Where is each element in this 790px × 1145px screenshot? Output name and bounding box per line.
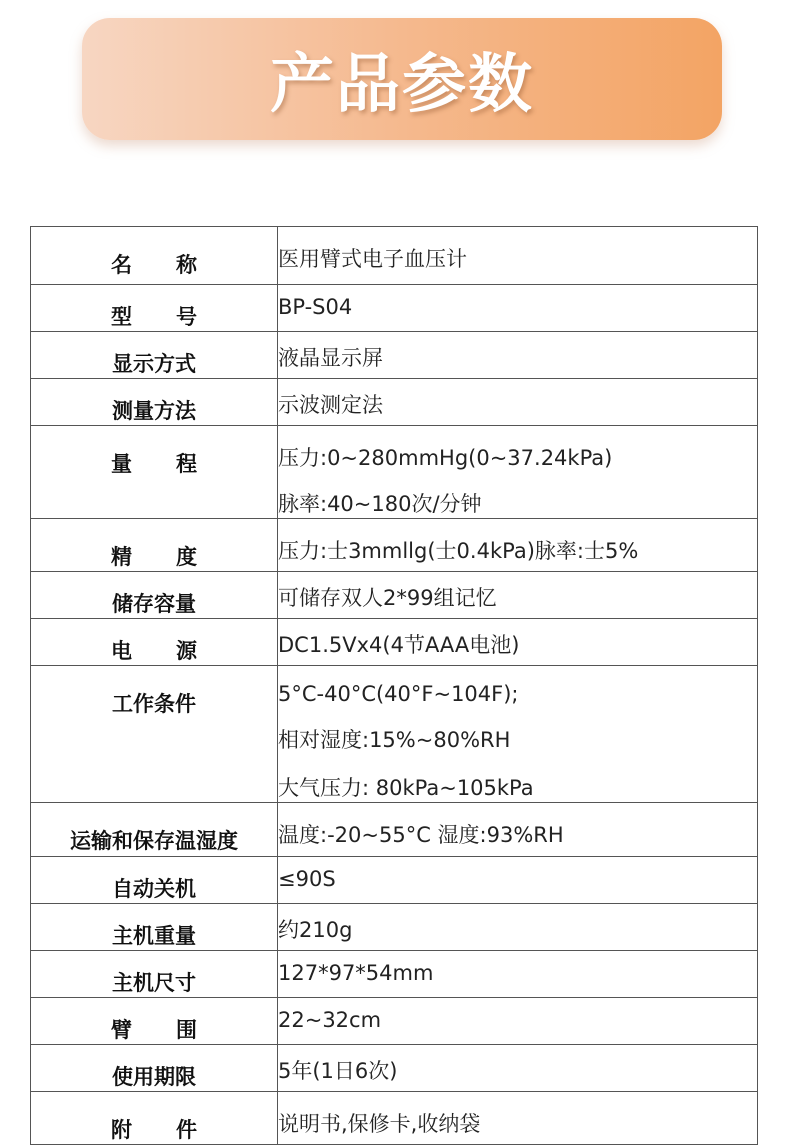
spec-label-cell xyxy=(31,332,278,379)
spec-value: 22~32cm xyxy=(278,1008,382,1032)
spec-label-cell xyxy=(31,572,278,619)
spec-label: 自动关机 xyxy=(112,877,196,901)
spec-label: 运输和保存温湿度 xyxy=(70,829,238,853)
spec-table xyxy=(30,226,758,1145)
spec-value: 说明书,保修卡,收纳袋 xyxy=(278,1112,481,1136)
spec-value: 医用臂式电子血压计 xyxy=(278,247,467,271)
spec-label: 使用期限 xyxy=(112,1065,196,1089)
spec-value-cell xyxy=(278,332,758,379)
spec-label-cell xyxy=(31,998,278,1045)
spec-label-cell xyxy=(31,666,278,803)
spec-label: 名称 xyxy=(111,253,241,277)
spec-value-cell xyxy=(278,951,758,998)
spec-value-cell xyxy=(278,1092,758,1145)
spec-value-cell xyxy=(278,285,758,332)
spec-value: BP-S04 xyxy=(278,295,353,319)
spec-value-cell xyxy=(278,227,758,285)
spec-label: 主机尺寸 xyxy=(112,971,196,995)
spec-label: 测量方法 xyxy=(112,399,196,423)
spec-label: 工作条件 xyxy=(112,692,196,716)
spec-value-cell xyxy=(278,666,758,803)
spec-value-cell xyxy=(278,857,758,904)
table-row xyxy=(31,998,758,1045)
spec-value: 温度:-20~55°C 湿度:93%RH xyxy=(278,823,564,847)
table-row xyxy=(31,803,758,857)
table-row xyxy=(31,332,758,379)
spec-value-cell xyxy=(278,519,758,572)
spec-label: 附件 xyxy=(111,1118,241,1142)
spec-label-cell xyxy=(31,285,278,332)
spec-value: 脉率:40~180次/分钟 xyxy=(278,492,482,516)
spec-value-cell xyxy=(278,619,758,666)
table-row xyxy=(31,379,758,426)
title-banner xyxy=(82,18,722,140)
spec-value: 相对湿度:15%~80%RH xyxy=(278,728,511,752)
spec-label-cell xyxy=(31,951,278,998)
spec-value: 压力:士3mmllg(士0.4kPa)脉率:士5% xyxy=(278,539,639,563)
spec-label-cell xyxy=(31,227,278,285)
spec-value-cell xyxy=(278,1045,758,1092)
spec-label-cell xyxy=(31,519,278,572)
spec-value: 约210g xyxy=(278,918,353,942)
spec-label: 型号 xyxy=(111,305,241,329)
spec-value-cell xyxy=(278,998,758,1045)
table-row xyxy=(31,426,758,519)
spec-value-cell xyxy=(278,426,758,519)
table-row xyxy=(31,904,758,951)
spec-label-cell xyxy=(31,904,278,951)
spec-value: 可储存双人2*99组记忆 xyxy=(278,586,497,610)
spec-value: 液晶显示屏 xyxy=(278,346,383,370)
spec-label-cell xyxy=(31,803,278,857)
table-row xyxy=(31,1092,758,1145)
spec-label: 精度 xyxy=(111,545,241,569)
spec-value-cell xyxy=(278,379,758,426)
spec-value: 5°C-40°C(40°F~104F); xyxy=(278,682,519,706)
spec-label: 主机重量 xyxy=(112,924,196,948)
table-row xyxy=(31,619,758,666)
spec-value: 示波测定法 xyxy=(278,393,383,417)
spec-value: 127*97*54mm xyxy=(278,961,434,985)
spec-label-cell xyxy=(31,1092,278,1145)
spec-label-cell xyxy=(31,426,278,519)
spec-label-cell xyxy=(31,379,278,426)
spec-value: 大气压力: 80kPa~105kPa xyxy=(278,776,534,800)
table-row xyxy=(31,1045,758,1092)
spec-label-cell xyxy=(31,857,278,904)
spec-label: 显示方式 xyxy=(112,352,196,376)
spec-value-cell xyxy=(278,803,758,857)
spec-value: 5年(1日6次) xyxy=(278,1059,398,1083)
table-row xyxy=(31,857,758,904)
spec-label: 臂围 xyxy=(111,1018,241,1042)
table-row xyxy=(31,285,758,332)
spec-value-cell xyxy=(278,572,758,619)
spec-label-cell xyxy=(31,1045,278,1092)
spec-value: 压力:0~280mmHg(0~37.24kPa) xyxy=(278,446,613,470)
table-row xyxy=(31,572,758,619)
page-title: 产品参数 xyxy=(270,48,534,122)
spec-label: 量程 xyxy=(111,452,241,476)
table-row xyxy=(31,519,758,572)
table-row xyxy=(31,666,758,803)
table-row xyxy=(31,227,758,285)
spec-value: DC1.5Vx4(4节AAA电池) xyxy=(278,633,520,657)
spec-label: 电源 xyxy=(111,639,241,663)
spec-label: 储存容量 xyxy=(112,592,196,616)
spec-value: ≤90S xyxy=(278,867,336,891)
table-row xyxy=(31,951,758,998)
spec-label-cell xyxy=(31,619,278,666)
spec-value-cell xyxy=(278,904,758,951)
